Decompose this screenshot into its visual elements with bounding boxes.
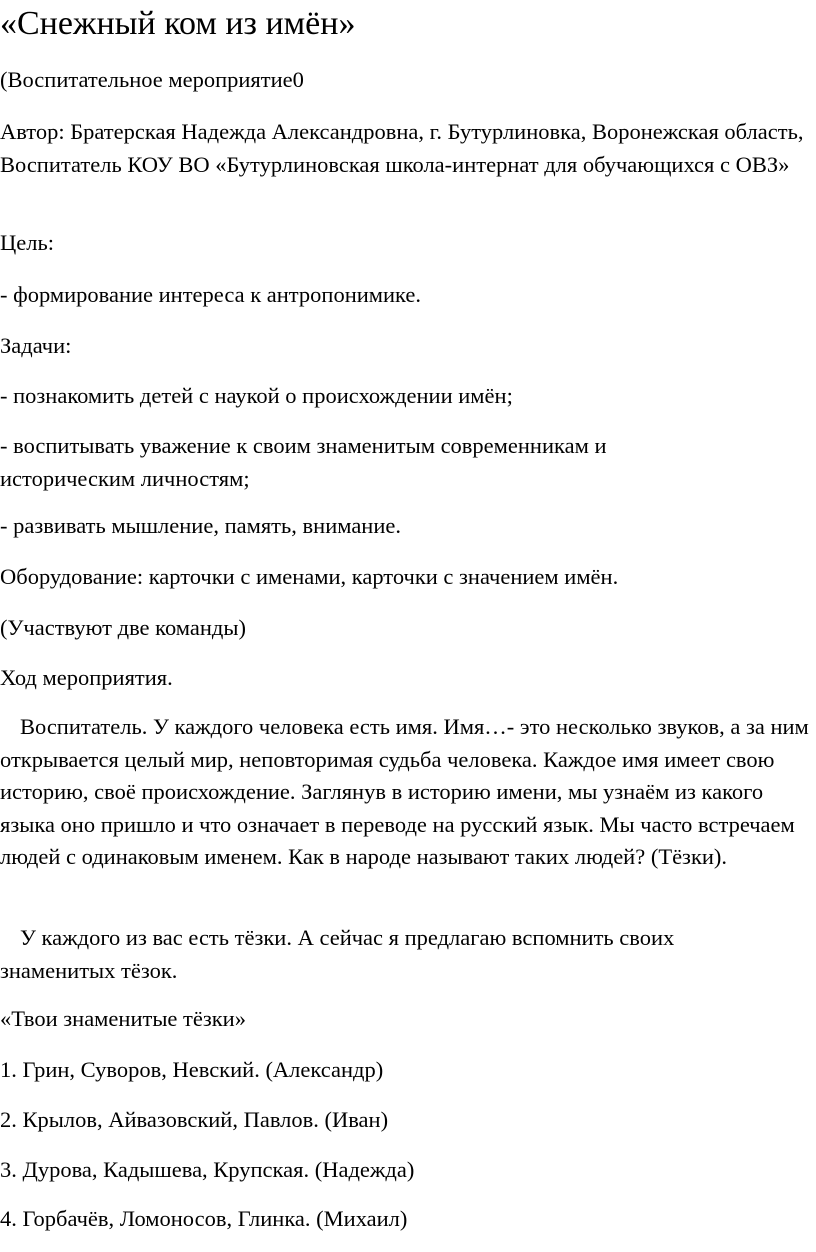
tasks-heading: Задачи: xyxy=(0,333,72,358)
namesakes-paragraph: У каждого из вас есть тёзки. А сейчас я предлагаю вспомнить своих знаменитых тёзок. xyxy=(0,925,675,983)
goal-item: - формирование интереса к антропонимике. xyxy=(0,282,422,307)
participants-note: (Участвуют две команды) xyxy=(0,615,246,640)
document-subtitle: (Воспитательное мероприятие0 xyxy=(0,67,304,92)
task-item: - познакомить детей с наукой о происхождении имён; xyxy=(0,383,513,408)
document-title: «Снежный ком из имён» xyxy=(0,5,356,42)
intro-paragraph: Воспитатель. У каждого человека есть имя. Имя…- это несколько звуков, а за ним открывается целый мир, неповторимая судьба человека. Каждое имя имеет свою историю, своё происхождение. Заглянув в историю имени, мы узнаём из какого языка оно пришло и что означает в переводе на русский язык. Мы часто встречаем людей с одинаковым именем. Как в народе называют таких людей? (Тёзки). xyxy=(0,714,809,869)
equipment-paragraph: Оборудование: карточки с именами, карточки с значением имён. xyxy=(0,564,619,589)
goal-heading: Цель: xyxy=(0,230,54,255)
quiz-item: 1. Грин, Суворов, Невский. (Александр) xyxy=(0,1057,384,1082)
task-item: - развивать мышление, память, внимание. xyxy=(0,513,402,538)
procedure-heading: Ход мероприятия. xyxy=(0,665,173,690)
quiz-item: 4. Горбачёв, Ломоносов, Глинка. (Михаил) xyxy=(0,1206,408,1231)
author-paragraph: Автор: Братерская Надежда Александровна, г. Бутурлиновка, Воронежская область, Воспитатель КОУ ВО «Бутурлиновская школа-интернат для обучающихся с ОВЗ» xyxy=(0,119,804,177)
task-item: - воспитывать уважение к своим знаменитым современникам и историческим личностям; xyxy=(0,433,607,491)
quiz-title: «Твои знаменитые тёзки» xyxy=(0,1006,246,1031)
quiz-item: 3. Дурова, Кадышева, Крупская. (Надежда) xyxy=(0,1157,415,1182)
quiz-item: 2. Крылов, Айвазовский, Павлов. (Иван) xyxy=(0,1107,389,1132)
